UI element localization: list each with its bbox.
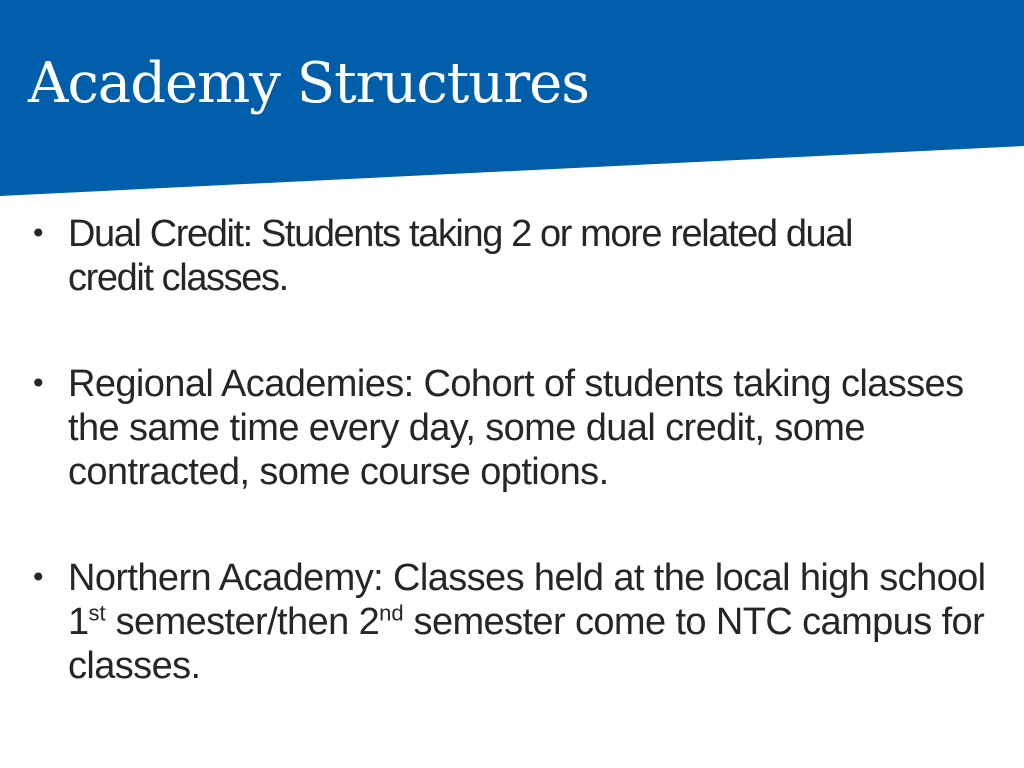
bullet-text-part: Northern Academy: Classes held at the local high school 1 bbox=[68, 557, 986, 643]
ordinal-suffix: nd bbox=[379, 600, 404, 626]
bullet-dot-icon: • bbox=[30, 367, 47, 400]
bullet-item-dual-credit bbox=[30, 212, 908, 300]
bullet-item-regional-academies bbox=[30, 362, 968, 494]
bullet-text-part: semester come to NTC campus for classes. bbox=[68, 601, 985, 687]
slide-title: Academy Structures bbox=[28, 51, 590, 116]
ordinal-suffix: st bbox=[88, 600, 106, 626]
bullet-text-part: semester/then 2 bbox=[105, 601, 380, 643]
bullet-text: Dual Credit: Students taking 2 or more related dual credit classes. bbox=[68, 213, 853, 299]
bullet-dot-icon: • bbox=[30, 561, 47, 594]
bullet-text: Regional Academies: Cohort of students taking classes the same time every day, some dual credit, some contracted, some course options. bbox=[68, 363, 964, 493]
bullet-list bbox=[30, 212, 1010, 688]
bullet-dot-icon: • bbox=[30, 217, 47, 250]
bullet-item-northern-academy bbox=[30, 556, 1018, 688]
